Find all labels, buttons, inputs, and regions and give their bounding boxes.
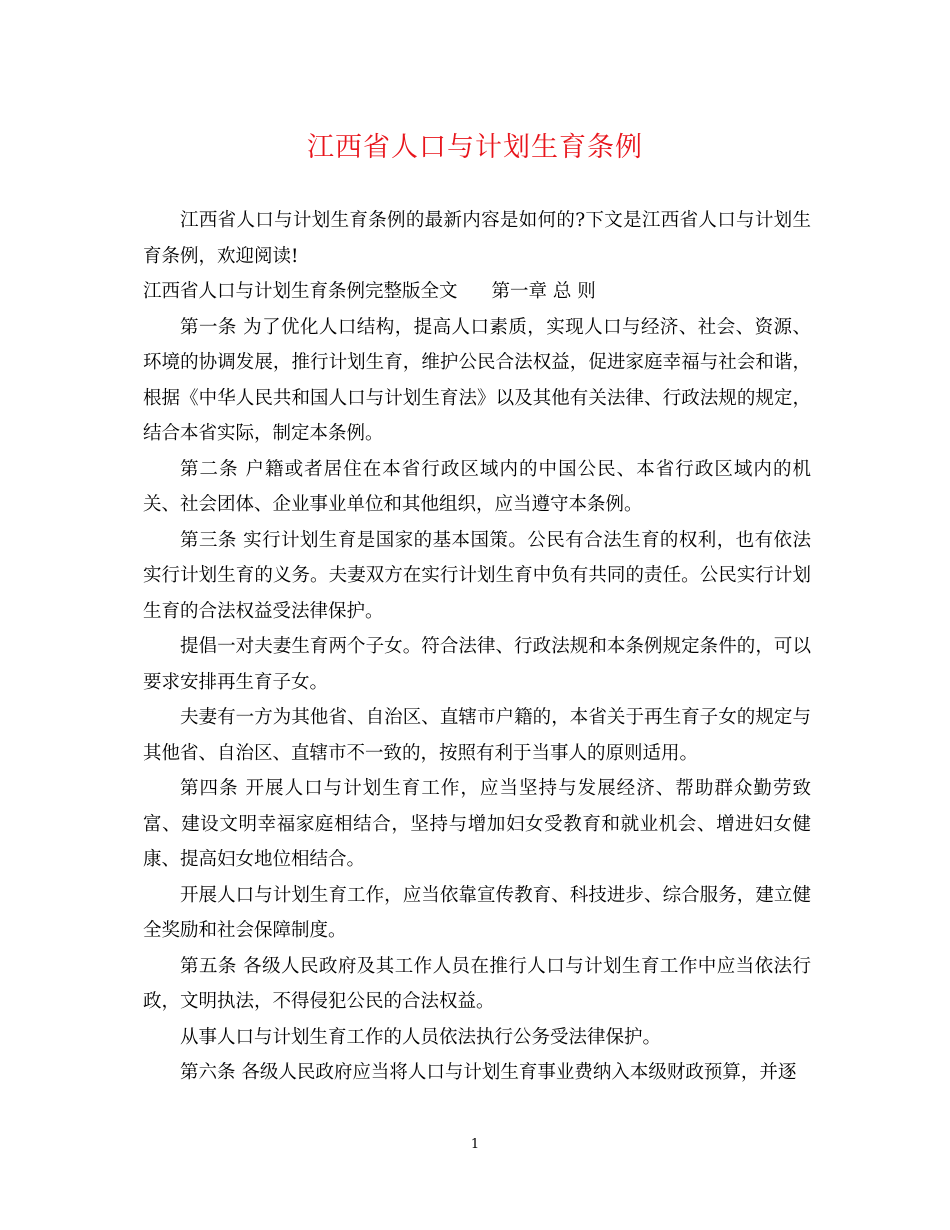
page-number: 1 bbox=[470, 1137, 480, 1152]
document-body bbox=[143, 203, 811, 1091]
article-paragraph: 第三条 实行计划生育是国家的基本国策。公民有合法生育的权利，也有依法实行计划生育的义务。夫妻双方在实行计划生育中负有共同的责任。公民实行计划生育的合法权益受法律保护。 bbox=[143, 529, 811, 622]
article-paragraph: 夫妻有一方为其他省、自治区、直辖市户籍的，本省关于再生育子女的规定与其他省、自治区、直辖市不一致的，按照有利于当事人的原则适用。 bbox=[143, 707, 811, 764]
article-paragraph: 第五条 各级人民政府及其工作人员在推行人口与计划生育工作中应当依法行政，文明执法，不得侵犯公民的合法权益。 bbox=[143, 955, 811, 1012]
article-paragraph: 提倡一对夫妻生育两个子女。符合法律、行政法规和本条例规定条件的，可以要求安排再生育子女。 bbox=[143, 636, 811, 693]
intro-paragraph: 江西省人口与计划生育条例的最新内容是如何的?下文是江西省人口与计划生育条例，欢迎阅读! bbox=[143, 210, 811, 267]
chapter-heading: 第一章 总 则 bbox=[491, 281, 596, 302]
fulltext-heading-line bbox=[143, 274, 811, 310]
fulltext-label: 江西省人口与计划生育条例完整版全文 bbox=[143, 281, 458, 302]
article-paragraph: 第四条 开展人口与计划生育工作，应当坚持与发展经济、帮助群众勤劳致富、建设文明幸福家庭相结合，坚持与增加妇女受教育和就业机会、增进妇女健康、提高妇女地位相结合。 bbox=[143, 778, 811, 870]
article-paragraph: 开展人口与计划生育工作，应当依靠宣传教育、科技进步、综合服务，建立健全奖励和社会保障制度。 bbox=[143, 884, 811, 941]
document-title: 江西省人口与计划生育条例 bbox=[307, 132, 643, 163]
article-paragraph: 第二条 户籍或者居住在本省行政区域内的中国公民、本省行政区域内的机关、社会团体、企业事业单位和其他组织，应当遵守本条例。 bbox=[143, 458, 811, 515]
article-paragraph: 第一条 为了优化人口结构，提高人口素质，实现人口与经济、社会、资源、环境的协调发展，推行计划生育，维护公民合法权益，促进家庭幸福与社会和谐，根据《中华人民共和国人口与计划生育法》以及其他有关法律、行政法规的规定，结合本省实际，制定本条例。 bbox=[143, 316, 811, 444]
article-paragraph: 从事人口与计划生育工作的人员依法执行公务受法律保护。 bbox=[180, 1026, 662, 1048]
article-paragraph: 第六条 各级人民政府应当将人口与计划生育事业费纳入本级财政预算，并逐 bbox=[180, 1062, 797, 1083]
